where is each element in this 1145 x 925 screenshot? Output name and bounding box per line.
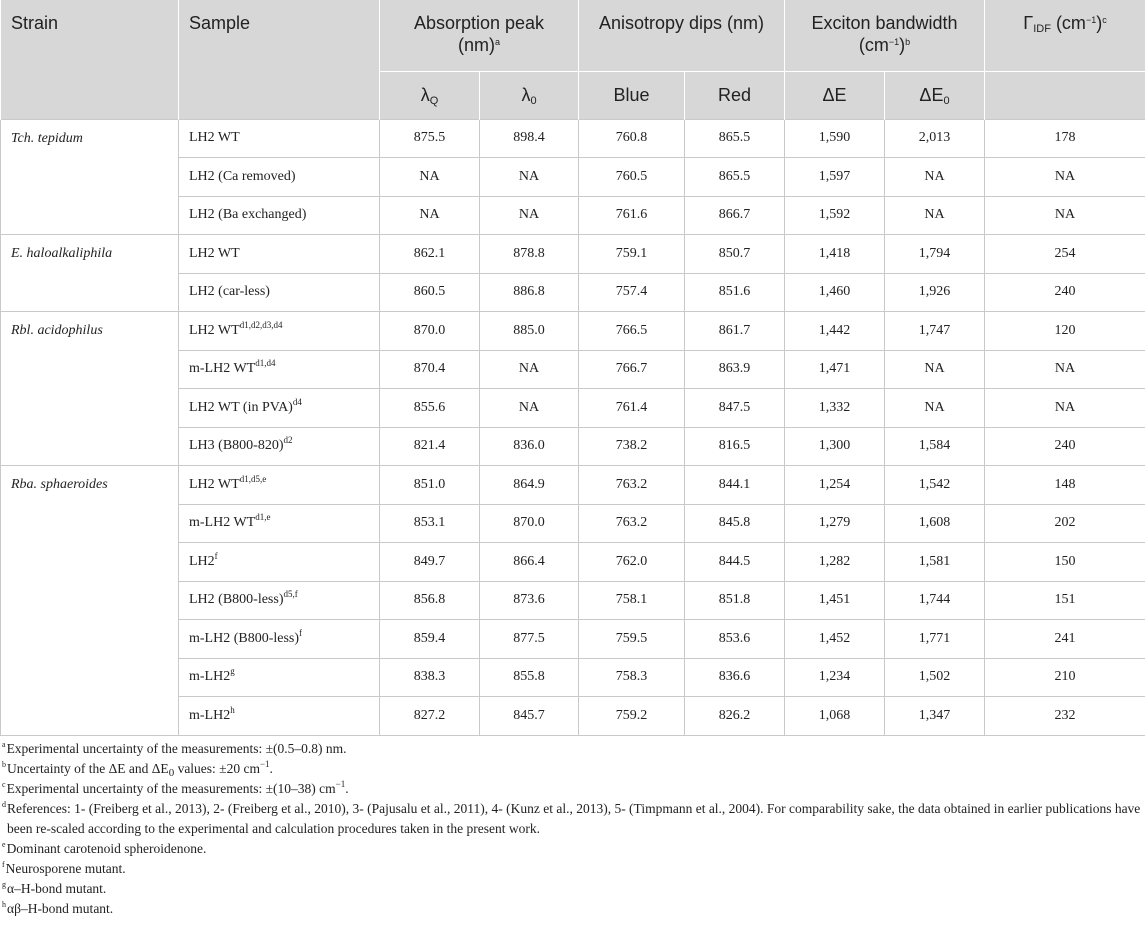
value-cell-gamma: NA [985, 158, 1145, 197]
value-cell-de0: 1,584 [885, 427, 985, 466]
footnote: c Experimental uncertainty of the measurements: ±(10–38) $cm^{-1}$. [2, 779, 349, 796]
value-cell-de: 1,471 [785, 350, 885, 389]
sample-cell: LH2 (Ba exchanged) [179, 196, 380, 235]
value-cell-de: 1,279 [785, 504, 885, 543]
strain-cell: Rba. sphaeroides [1, 466, 179, 736]
value-cell-blue: 759.2 [579, 697, 685, 736]
sample-cell: LH2 WT [179, 119, 380, 158]
value-cell-blue: 761.4 [579, 389, 685, 428]
value-cell-lq: 853.1 [380, 504, 480, 543]
value-cell-l0: 898.4 [480, 119, 579, 158]
value-cell-red: 851.6 [685, 273, 785, 312]
header-sample: Sample [179, 0, 380, 119]
value-cell-red: 865.5 [685, 158, 785, 197]
value-cell-blue: 759.5 [579, 620, 685, 659]
header-gamma-idf: $\Gamma_{IDF}$ $(cm^{-1})^c$ [985, 0, 1145, 71]
value-cell-l0: 873.6 [480, 581, 579, 620]
header-anisotropy-dips: Anisotropy dips (nm) [579, 0, 785, 71]
value-cell-lq: 821.4 [380, 427, 480, 466]
value-cell-red: 847.5 [685, 389, 785, 428]
value-cell-de: 1,451 [785, 581, 885, 620]
value-cell-gamma: 148 [985, 466, 1145, 505]
value-cell-red: 845.8 [685, 504, 785, 543]
value-cell-de: 1,254 [785, 466, 885, 505]
value-cell-blue: 760.8 [579, 119, 685, 158]
value-cell-lq: 827.2 [380, 697, 480, 736]
value-cell-de0: NA [885, 158, 985, 197]
header-strain: Strain [1, 0, 179, 119]
value-cell-red: 863.9 [685, 350, 785, 389]
value-cell-blue: 759.1 [579, 235, 685, 274]
value-cell-de: 1,418 [785, 235, 885, 274]
footnote: g α–H-bond mutant. [2, 880, 107, 896]
footnote: e Dominant carotenoid spheroidenone. [2, 840, 207, 856]
value-cell-lq: 870.0 [380, 312, 480, 351]
value-cell-red: 850.7 [685, 235, 785, 274]
table-row [1, 119, 1145, 158]
value-cell-lq: NA [380, 158, 480, 197]
value-cell-de0: NA [885, 350, 985, 389]
value-cell-red: 816.5 [685, 427, 785, 466]
footnote: a Experimental uncertainty of the measurements: ±(0.5–0.8) nm. [2, 740, 347, 756]
value-cell-red: 844.5 [685, 543, 785, 582]
value-cell-blue: 738.2 [579, 427, 685, 466]
value-cell-de: 1,332 [785, 389, 885, 428]
value-cell-l0: 878.8 [480, 235, 579, 274]
value-cell-l0: 885.0 [480, 312, 579, 351]
value-cell-lq: 875.5 [380, 119, 480, 158]
table-row [1, 312, 1145, 351]
sample-cell: m-LH2 (B800-less)$^f$ [179, 620, 380, 659]
value-cell-gamma: 210 [985, 658, 1145, 697]
value-cell-lq: 856.8 [380, 581, 480, 620]
subheader-gamma-empty [985, 71, 1145, 119]
footnote: h αβ–H-bond mutant. [2, 900, 114, 916]
value-cell-lq: NA [380, 196, 480, 235]
value-cell-red: 861.7 [685, 312, 785, 351]
sample-cell: m-LH2$^h$ [179, 697, 380, 736]
value-cell-blue: 758.3 [579, 658, 685, 697]
value-cell-gamma: NA [985, 196, 1145, 235]
value-cell-l0: 870.0 [480, 504, 579, 543]
value-cell-de: 1,460 [785, 273, 885, 312]
value-cell-de0: 1,347 [885, 697, 985, 736]
value-cell-gamma: 150 [985, 543, 1145, 582]
sample-cell: m-LH2 $WT^{d1,e}$ [179, 504, 380, 543]
value-cell-lq: 859.4 [380, 620, 480, 659]
value-cell-gamma: NA [985, 389, 1145, 428]
value-cell-blue: 766.5 [579, 312, 685, 351]
sample-cell: LH2 WT [179, 235, 380, 274]
value-cell-gamma: 240 [985, 427, 1145, 466]
footnote: f Neurosporene mutant. [2, 860, 126, 876]
value-cell-lq: 870.4 [380, 350, 480, 389]
sample-cell: m-LH2$^g$ [179, 658, 380, 697]
value-cell-de0: NA [885, 389, 985, 428]
sample-cell: LH2 (car-less) [179, 273, 380, 312]
footnote: d References: 1- (Freiberg et al., 2013), 2- (Freiberg et al., 2010), 3- (Pajusalu et al., 2011), 4- (Kunz et al., 2013), 5- (Timpmann et al., 2004). For comparability sake, the data obtained in earlier publications have been re-scaled according to the experimental and calculation procedures taken in the present work. [2, 800, 1141, 836]
subheader-lambda-q: $\lambda_Q$ [380, 71, 480, 119]
table-row [1, 235, 1145, 274]
sample-cell: LH2 $WT^{d1,d5,e}$ [179, 466, 380, 505]
value-cell-l0: 855.8 [480, 658, 579, 697]
value-cell-de: 1,300 [785, 427, 885, 466]
table-row [1, 466, 1145, 505]
value-cell-de: 1,442 [785, 312, 885, 351]
value-cell-red: 851.8 [685, 581, 785, 620]
value-cell-de0: 1,771 [885, 620, 985, 659]
value-cell-gamma: 120 [985, 312, 1145, 351]
value-cell-de: 1,590 [785, 119, 885, 158]
table-header [1, 0, 1145, 119]
value-cell-l0: 886.8 [480, 273, 579, 312]
value-cell-gamma: 151 [985, 581, 1145, 620]
value-cell-red: 844.1 [685, 466, 785, 505]
value-cell-lq: 860.5 [380, 273, 480, 312]
value-cell-de: 1,068 [785, 697, 885, 736]
value-cell-l0: NA [480, 196, 579, 235]
value-cell-blue: 761.6 [579, 196, 685, 235]
value-cell-l0: NA [480, 158, 579, 197]
value-cell-gamma: 241 [985, 620, 1145, 659]
subheader-delta-e0: $\Delta E_0$ [885, 71, 985, 119]
strain-cell: Rbl. acidophilus [1, 312, 179, 466]
sample-cell: LH2 (Ca removed) [179, 158, 380, 197]
sample-cell: LH2 (B800-less)$^{d5,f}$ [179, 581, 380, 620]
value-cell-de0: 1,608 [885, 504, 985, 543]
value-cell-de0: 1,747 [885, 312, 985, 351]
value-cell-lq: 862.1 [380, 235, 480, 274]
value-cell-de0: 1,794 [885, 235, 985, 274]
value-cell-lq: 851.0 [380, 466, 480, 505]
value-cell-gamma: 240 [985, 273, 1145, 312]
value-cell-de0: 1,542 [885, 466, 985, 505]
subheader-lambda-0: $\lambda_0$ [480, 71, 579, 119]
subheader-blue: Blue [579, 71, 685, 119]
value-cell-de0: 1,581 [885, 543, 985, 582]
value-cell-gamma: 202 [985, 504, 1145, 543]
value-cell-de: 1,597 [785, 158, 885, 197]
sample-cell: m-LH2 $WT^{d1,d4}$ [179, 350, 380, 389]
subheader-red: Red [685, 71, 785, 119]
footnote: b Uncertainty of the ΔE and $\Delta E_0$ values: ±20 $cm^{-1}$. [2, 759, 273, 779]
value-cell-l0: 864.9 [480, 466, 579, 505]
value-cell-blue: 763.2 [579, 466, 685, 505]
value-cell-de: 1,452 [785, 620, 885, 659]
value-cell-gamma: NA [985, 350, 1145, 389]
sample-cell: LH2$^f$ [179, 543, 380, 582]
strain-cell: E. haloalkaliphila [1, 235, 179, 312]
value-cell-red: 865.5 [685, 119, 785, 158]
value-cell-de0: 1,926 [885, 273, 985, 312]
value-cell-blue: 760.5 [579, 158, 685, 197]
header-absorption-peak: Absorption peak (nm)$^a$ [380, 0, 579, 71]
value-cell-blue: 757.4 [579, 273, 685, 312]
value-cell-blue: 763.2 [579, 504, 685, 543]
header-exciton-bandwidth: Exciton bandwidth $(cm^{-1})^b$ [785, 0, 985, 71]
strain-cell: Tch. tepidum [1, 119, 179, 235]
value-cell-l0: NA [480, 389, 579, 428]
value-cell-de0: 1,502 [885, 658, 985, 697]
value-cell-red: 866.7 [685, 196, 785, 235]
value-cell-gamma: 254 [985, 235, 1145, 274]
sample-cell: LH3 $(B800-820)^{d2}$ [179, 427, 380, 466]
value-cell-red: 836.6 [685, 658, 785, 697]
value-cell-l0: 866.4 [480, 543, 579, 582]
value-cell-lq: 855.6 [380, 389, 480, 428]
value-cell-de0: NA [885, 196, 985, 235]
value-cell-de0: 1,744 [885, 581, 985, 620]
sample-cell: LH2 $WT^{d1,d2,d3,d4}$ [179, 312, 380, 351]
value-cell-gamma: 178 [985, 119, 1145, 158]
value-cell-l0: 877.5 [480, 620, 579, 659]
value-cell-gamma: 232 [985, 697, 1145, 736]
value-cell-de0: 2,013 [885, 119, 985, 158]
value-cell-de: 1,234 [785, 658, 885, 697]
value-cell-l0: 836.0 [480, 427, 579, 466]
value-cell-red: 826.2 [685, 697, 785, 736]
value-cell-lq: 849.7 [380, 543, 480, 582]
value-cell-de: 1,282 [785, 543, 885, 582]
value-cell-red: 853.6 [685, 620, 785, 659]
value-cell-blue: 766.7 [579, 350, 685, 389]
value-cell-blue: 762.0 [579, 543, 685, 582]
value-cell-de: 1,592 [785, 196, 885, 235]
footnotes [0, 739, 1145, 919]
sample-cell: LH2 WT (in PVA)$^{d4}$ [179, 389, 380, 428]
value-cell-l0: NA [480, 350, 579, 389]
value-cell-lq: 838.3 [380, 658, 480, 697]
value-cell-l0: 845.7 [480, 697, 579, 736]
table-body [1, 119, 1145, 735]
value-cell-blue: 758.1 [579, 581, 685, 620]
subheader-delta-e: ΔE [785, 71, 885, 119]
